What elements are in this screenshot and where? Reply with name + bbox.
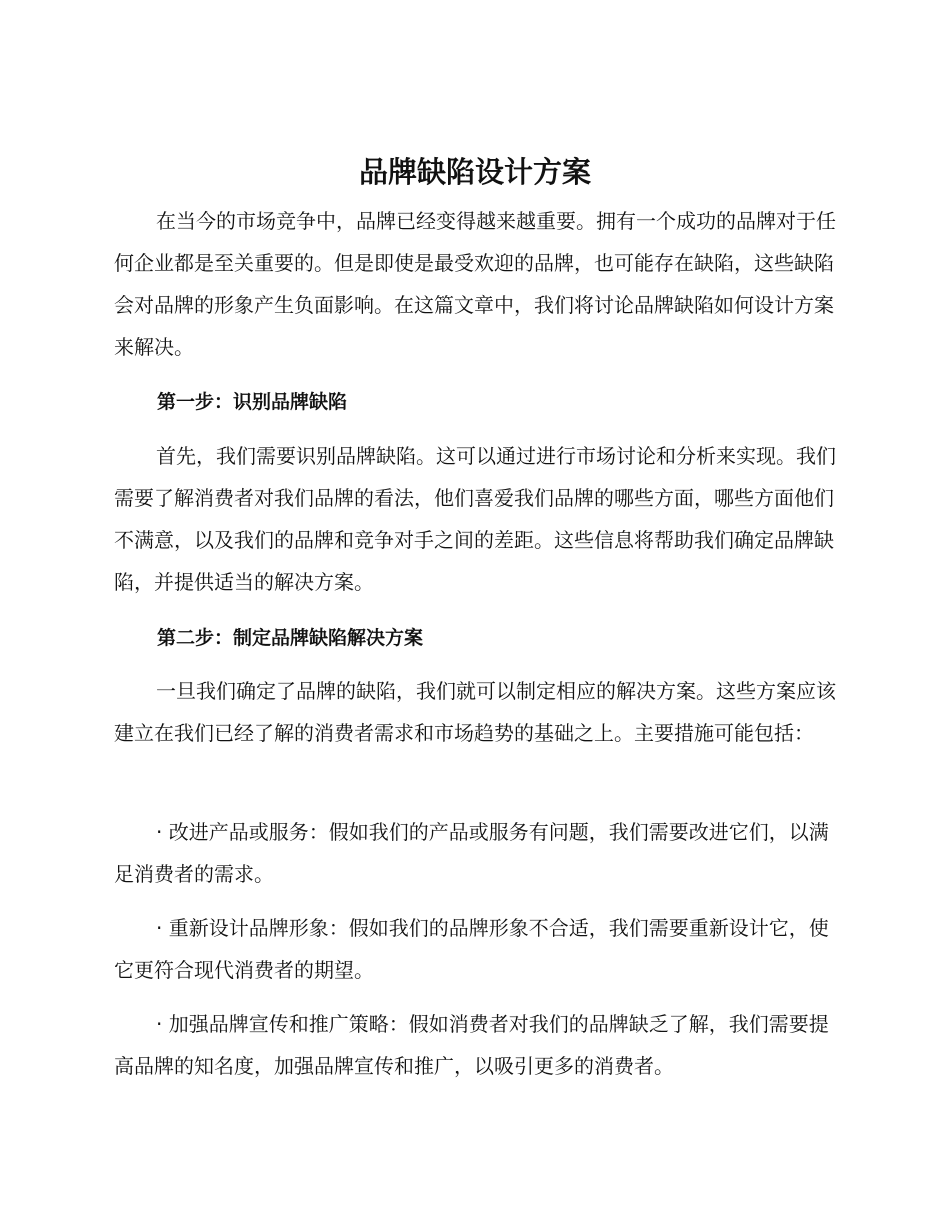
- step1-heading: 第一步：识别品牌缺陷: [157, 391, 348, 413]
- bullet-item-redesign-image: · 重新设计品牌形象：假如我们的品牌形象不合适，我们需要重新设计它，使它更符合现代消费者的期望。: [114, 916, 829, 982]
- bullet-item-promotion: · 加强品牌宣传和推广策略：假如消费者对我们的品牌缺乏了解，我们需要提高品牌的知名度，加强品牌宣传和推广，以吸引更多的消费者。: [114, 1012, 829, 1078]
- step2-paragraph: 一旦我们确定了品牌的缺陷，我们就可以制定相应的解决方案。这些方案应该建立在我们已经了解的消费者需求和市场趋势的基础之上。主要措施可能包括：: [114, 679, 836, 745]
- step2-heading: 第二步：制定品牌缺陷解决方案: [157, 627, 424, 649]
- document-title: 品牌缺陷设计方案: [358, 155, 591, 189]
- step1-paragraph: 首先，我们需要识别品牌缺陷。这可以通过进行市场讨论和分析来实现。我们需要了解消费者对我们品牌的看法，他们喜爱我们品牌的哪些方面，哪些方面他们不满意，以及我们的品牌和竞争对手之间的差距。这些信息将帮助我们确定品牌缺陷，并提供适当的解决方案。: [114, 444, 836, 594]
- bullet-item-improve-product: · 改进产品或服务：假如我们的产品或服务有问题，我们需要改进它们，以满足消费者的需求。: [114, 820, 829, 886]
- intro-paragraph: 在当今的市场竞争中，品牌已经变得越来越重要。拥有一个成功的品牌对于任何企业都是至关重要的。但是即使是最受欢迎的品牌，也可能存在缺陷，这些缺陷会对品牌的形象产生负面影响。在这篇文章中，我们将讨论品牌缺陷如何设计方案来解决。: [114, 209, 836, 359]
